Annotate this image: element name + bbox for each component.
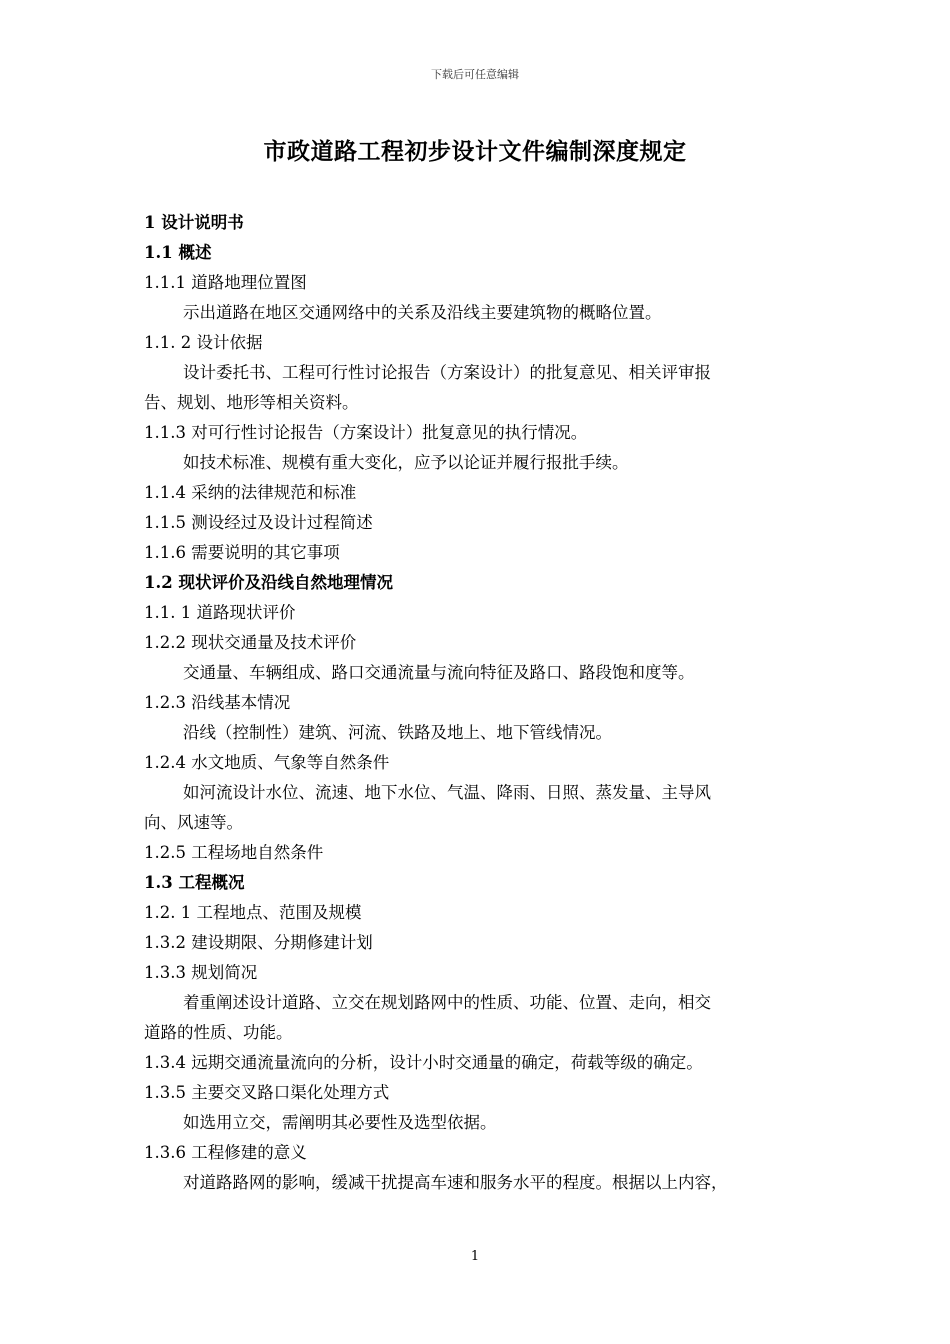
document-body xyxy=(144,208,816,1198)
subsection-line: 1.1.3 对可行性讨论报告（方案设计）批复意见的执行情况。 xyxy=(144,423,588,442)
page-number: 1 xyxy=(470,1249,480,1264)
page-header: 下载后可任意编辑 xyxy=(431,68,519,81)
subsection-line: 1.2.5 工程场地自然条件 xyxy=(144,843,324,862)
subsection-line: 1.1.5 测设经过及设计过程简述 xyxy=(144,513,373,532)
body-paragraph-line: 如河流设计水位、流速、地下水位、气温、降雨、日照、蒸发量、主导风 xyxy=(183,783,711,802)
document-title: 市政道路工程初步设计文件编制深度规定 xyxy=(263,138,687,165)
section-heading: 1.1 概述 xyxy=(144,243,212,262)
subsection-line: 1.1.1 道路地理位置图 xyxy=(144,273,307,292)
subsection-line: 1.1.4 采纳的法律规范和标准 xyxy=(144,483,357,502)
body-paragraph-line: 如技术标准、规模有重大变化，应予以论证并履行报批手续。 xyxy=(183,453,629,472)
subsection-line: 1.1. 2 设计依据 xyxy=(144,333,263,352)
section-heading: 1 设计说明书 xyxy=(144,213,244,232)
subsection-line: 1.2. 1 工程地点、范围及规模 xyxy=(144,903,362,922)
body-paragraph-line: 沿线（控制性）建筑、河流、铁路及地上、地下管线情况。 xyxy=(183,723,612,742)
subsection-line: 向、风速等。 xyxy=(144,813,243,832)
body-paragraph-line: 交通量、车辆组成、路口交通流量与流向特征及路口、路段饱和度等。 xyxy=(183,663,695,682)
subsection-line: 1.3.6 工程修建的意义 xyxy=(144,1143,307,1162)
subsection-line: 1.2.3 沿线基本情况 xyxy=(144,693,291,712)
body-paragraph-line: 着重阐述设计道路、立交在规划路网中的性质、功能、位置、走向，相交 xyxy=(183,993,711,1012)
subsection-line: 道路的性质、功能。 xyxy=(144,1023,293,1042)
section-heading: 1.2 现状评价及沿线自然地理情况 xyxy=(144,573,393,592)
subsection-line: 1.1.6 需要说明的其它事项 xyxy=(144,543,340,562)
body-paragraph-line: 对道路路网的影响，缓减干扰提高车速和服务水平的程度。根据以上内容， xyxy=(183,1173,728,1192)
subsection-line: 1.3.5 主要交叉路口渠化处理方式 xyxy=(144,1083,390,1102)
section-heading: 1.3 工程概况 xyxy=(144,873,245,892)
body-paragraph-line: 示出道路在地区交通网络中的关系及沿线主要建筑物的概略位置。 xyxy=(183,303,662,322)
body-paragraph-line: 如选用立交，需阐明其必要性及选型依据。 xyxy=(183,1113,497,1132)
subsection-line: 1.3.2 建设期限、分期修建计划 xyxy=(144,933,373,952)
subsection-line: 1.2.4 水文地质、气象等自然条件 xyxy=(144,753,390,772)
subsection-line: 1.3.3 规划简况 xyxy=(144,963,258,982)
subsection-line: 1.2.2 现状交通量及技术评价 xyxy=(144,633,357,652)
subsection-line: 告、规划、地形等相关资料。 xyxy=(144,393,359,412)
subsection-line: 1.1. 1 道路现状评价 xyxy=(144,603,296,622)
subsection-line: 1.3.4 远期交通流量流向的分析，设计小时交通量的确定，荷载等级的确定。 xyxy=(144,1053,703,1072)
body-paragraph-line: 设计委托书、工程可行性讨论报告（方案设计）的批复意见、相关评审报 xyxy=(183,363,711,382)
